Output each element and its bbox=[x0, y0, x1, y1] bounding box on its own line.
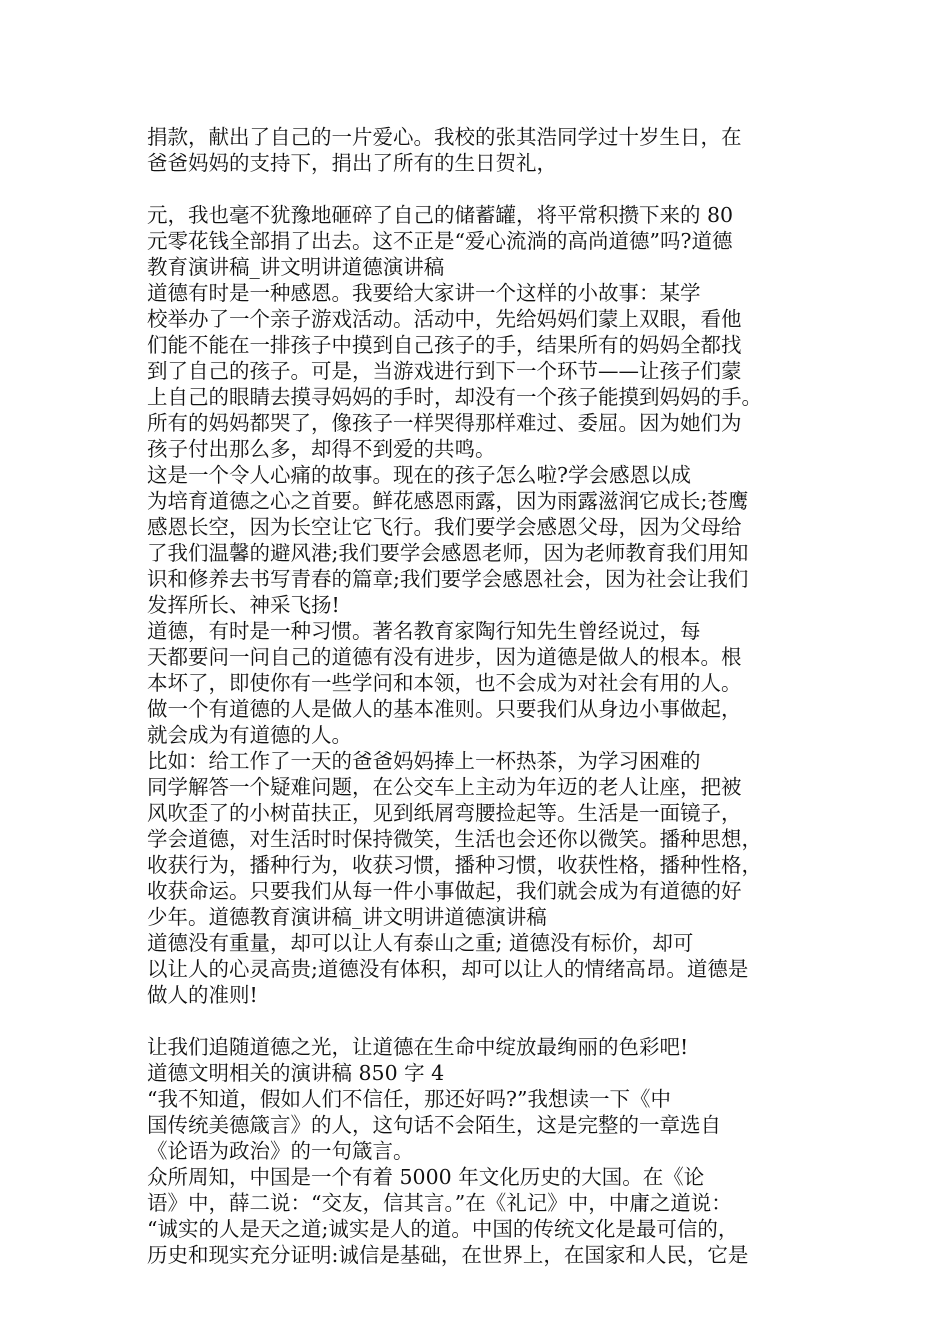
text-line: 道德没有重量，却可以让人有泰山之重; 道德没有标价，却可 bbox=[147, 931, 694, 955]
text-line: 语》中，薛二说：“交友，信其言。”在《礼记》中，中庸之道说： bbox=[147, 1191, 732, 1215]
text-line: 风吹歪了的小树苗扶正，见到纸屑弯腰捡起等。生活是一面镜子， bbox=[147, 801, 742, 825]
text-line: 元零花钱全部捐了出去。这不正是“爱心流淌的高尚道德”吗?道德 bbox=[147, 229, 733, 253]
text-line: 做人的准则! bbox=[147, 983, 258, 1007]
text-line: 所有的妈妈都哭了，像孩子一样哭得那样难过、委屈。因为她们为 bbox=[147, 411, 742, 435]
text-line: 让我们追随道德之光，让道德在生命中绽放最绚丽的色彩吧! bbox=[147, 1035, 689, 1059]
text-line: 们能不能在一排孩子中摸到自己孩子的手，结果所有的妈妈全都找 bbox=[147, 333, 742, 357]
text-line: 这是一个令人心痛的故事。现在的孩子怎么啦?学会感恩以成 bbox=[147, 463, 691, 487]
text-line: 比如：给工作了一天的爸爸妈妈捧上一杯热茶，为学习困难的 bbox=[147, 749, 701, 773]
text-line: 道德文明相关的演讲稿 850 字 4 bbox=[147, 1061, 445, 1085]
text-line: 收获命运。只要我们从每一件小事做起，我们就会成为有道德的好 bbox=[147, 879, 742, 903]
text-line: 爸爸妈妈的支持下，捐出了所有的生日贺礼， bbox=[147, 151, 557, 175]
text-line: 道德有时是一种感恩。我要给大家讲一个这样的小故事：某学 bbox=[147, 281, 701, 305]
text-line: 收获行为，播种行为，收获习惯，播种习惯，收获性格，播种性格， bbox=[147, 853, 762, 877]
text-line: 校举办了一个亲子游戏活动。活动中，先给妈妈们蒙上双眼，看他 bbox=[147, 307, 742, 331]
text-line: 元，我也毫不犹豫地砸碎了自己的储蓄罐，将平常积攒下来的 80 bbox=[147, 203, 734, 227]
text-line: 以让人的心灵高贵;道德没有体积，却可以让人的情绪高昂。道德是 bbox=[147, 957, 749, 981]
text-line: 感恩长空，因为长空让它飞行。我们要学会感恩父母，因为父母给 bbox=[147, 515, 742, 539]
text-line: 教育演讲稿_讲文明讲道德演讲稿 bbox=[147, 255, 445, 279]
text-line: 为培育道德之心之首要。鲜花感恩雨露，因为雨露滋润它成长;苍鹰 bbox=[147, 489, 749, 513]
text-line: 少年。道德教育演讲稿_讲文明讲道德演讲稿 bbox=[147, 905, 547, 929]
text-line: 发挥所长、神采飞扬! bbox=[147, 593, 340, 617]
text-line: 捐款，献出了自己的一片爱心。我校的张其浩同学过十岁生日，在 bbox=[147, 125, 742, 149]
text-line: 天都要问一问自己的道德有没有进步，因为道德是做人的根本。根 bbox=[147, 645, 742, 669]
text-line: 本坏了，即使你有一些学问和本领，也不会成为对社会有用的人。 bbox=[147, 671, 742, 695]
text-line: 学会道德，对生活时时保持微笑，生活也会还你以微笑。播种思想， bbox=[147, 827, 762, 851]
text-line: 《论语为政治》的一句箴言。 bbox=[147, 1139, 414, 1163]
text-line: 道德，有时是一种习惯。著名教育家陶行知先生曾经说过，每 bbox=[147, 619, 701, 643]
text-line: 就会成为有道德的人。 bbox=[147, 723, 352, 747]
text-line: 了我们温馨的避风港;我们要学会感恩老师，因为老师教育我们用知 bbox=[147, 541, 749, 565]
text-line: 同学解答一个疑难问题，在公交车上主动为年迈的老人让座，把被 bbox=[147, 775, 742, 799]
text-line: 上自己的眼睛去摸寻妈妈的手时，却没有一个孩子能摸到妈妈的手。 bbox=[147, 385, 762, 409]
text-line: “我不知道，假如人们不信任，那还好吗?”我想读一下《中 bbox=[147, 1087, 671, 1111]
text-line: 孩子付出那么多，却得不到爱的共鸣。 bbox=[147, 437, 496, 461]
text-line: 历史和现实充分证明:诚信是基础，在世界上，在国家和人民，它是 bbox=[147, 1243, 749, 1267]
text-line: 国传统美德箴言》的人，这句话不会陌生，这是完整的一章选自 bbox=[147, 1113, 721, 1137]
text-line: 识和修养去书写青春的篇章;我们要学会感恩社会，因为社会让我们 bbox=[147, 567, 749, 591]
text-line: 众所周知，中国是一个有着 5000 年文化历史的大国。在《论 bbox=[147, 1165, 705, 1189]
text-line: 做一个有道德的人是做人的基本准则。只要我们从身边小事做起， bbox=[147, 697, 742, 721]
text-line: “诚实的人是天之道;诚实是人的道。中国的传统文化是最可信的， bbox=[147, 1217, 739, 1241]
text-line: 到了自己的孩子。可是，当游戏进行到下一个环节——让孩子们蒙 bbox=[147, 359, 742, 383]
